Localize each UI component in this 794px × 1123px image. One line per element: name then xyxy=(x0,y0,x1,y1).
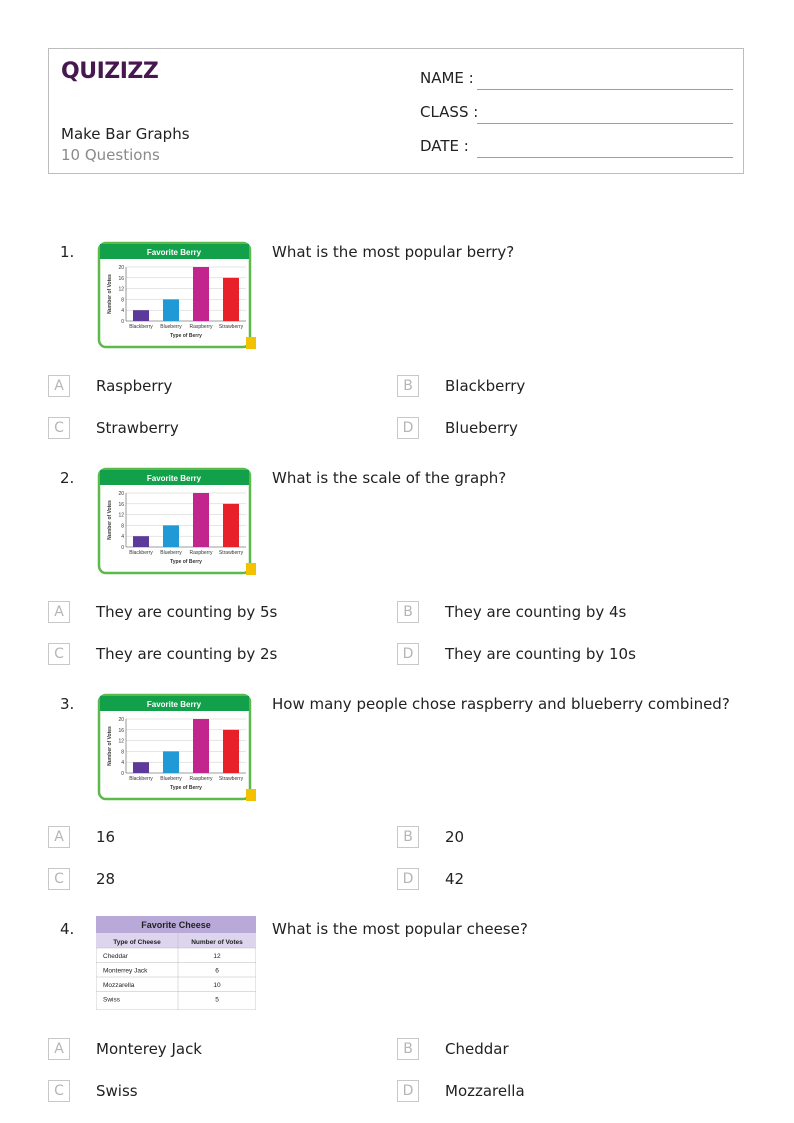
table-cell: Cheddar xyxy=(103,953,128,960)
table-title: Favorite Cheese xyxy=(141,920,211,930)
y-axis-label: Number of Votes xyxy=(107,274,113,314)
x-tick-label: Blackberry xyxy=(129,776,153,782)
option-c-letter[interactable]: C xyxy=(48,417,70,439)
y-tick-label: 0 xyxy=(121,771,124,777)
x-axis-label: Type of Berry xyxy=(170,333,202,339)
favorite-berry-chart xyxy=(96,689,256,801)
chart-title: Favorite Berry xyxy=(146,700,202,709)
option-c-letter[interactable]: C xyxy=(48,868,70,890)
y-tick-label: 16 xyxy=(118,275,124,282)
favorite-berry-chart xyxy=(96,463,256,575)
option-a-letter[interactable]: A xyxy=(48,826,70,848)
class-field[interactable] xyxy=(477,123,733,124)
option-a-text[interactable]: 16 xyxy=(96,828,116,846)
bar-blackberry xyxy=(133,536,149,547)
x-tick-label: Blackberry xyxy=(129,550,153,556)
option-b-letter[interactable]: B xyxy=(397,1038,419,1060)
option-a-letter[interactable]: A xyxy=(48,375,70,397)
bar-blueberry xyxy=(163,525,179,547)
class-label: CLASS : xyxy=(420,103,479,121)
bar-raspberry xyxy=(193,493,209,547)
option-d-text[interactable]: Mozzarella xyxy=(445,1082,525,1100)
x-tick-label: Strawberry xyxy=(218,776,244,782)
favorite-cheese-table xyxy=(96,916,256,1010)
option-b-text[interactable]: They are counting by 4s xyxy=(445,603,627,621)
date-label: DATE : xyxy=(420,137,469,155)
question-text: What is the most popular berry? xyxy=(272,243,515,261)
worksheet-header xyxy=(48,48,744,174)
bar-strawberry xyxy=(223,278,239,321)
bar-blueberry xyxy=(163,299,179,321)
option-d-letter[interactable]: D xyxy=(397,868,419,890)
name-label: NAME : xyxy=(420,69,474,87)
option-c-text[interactable]: 28 xyxy=(96,870,116,888)
table-header-cell: Type of Cheese xyxy=(113,939,161,946)
chart-title: Favorite Berry xyxy=(146,248,202,257)
bar-blueberry xyxy=(163,751,179,773)
y-tick-label: 16 xyxy=(118,501,124,508)
table-cell: 6 xyxy=(215,967,219,975)
worksheet-title: Make Bar Graphs xyxy=(61,125,190,143)
corner-decoration xyxy=(246,337,256,349)
option-a-text[interactable]: Monterey Jack xyxy=(96,1040,202,1058)
x-tick-label: Strawberry xyxy=(218,550,244,556)
option-a-text[interactable]: Raspberry xyxy=(96,377,173,395)
y-tick-label: 8 xyxy=(121,523,124,530)
option-c-text[interactable]: Strawberry xyxy=(96,419,179,437)
bar-raspberry xyxy=(193,267,209,321)
option-d-letter[interactable]: D xyxy=(397,1080,419,1102)
quizizz-logo: QUIZIZZ xyxy=(61,59,159,84)
name-field[interactable] xyxy=(477,89,733,90)
option-d-text[interactable]: Blueberry xyxy=(445,419,518,437)
option-a-text[interactable]: They are counting by 5s xyxy=(96,603,278,621)
table-header-cell: Number of Votes xyxy=(191,939,243,946)
y-axis-label: Number of Votes xyxy=(107,500,113,540)
bar-blackberry xyxy=(133,762,149,773)
option-b-letter[interactable]: B xyxy=(397,375,419,397)
option-a-letter[interactable]: A xyxy=(48,601,70,623)
option-b-text[interactable]: 20 xyxy=(445,828,465,846)
y-tick-label: 16 xyxy=(118,727,124,734)
y-tick-label: 0 xyxy=(121,545,124,551)
table-cell: Mozzarella xyxy=(103,982,135,989)
option-b-text[interactable]: Blackberry xyxy=(445,377,526,395)
option-d-text[interactable]: 42 xyxy=(445,870,465,888)
y-tick-label: 8 xyxy=(121,749,124,756)
y-tick-label: 4 xyxy=(121,760,124,767)
y-axis-label: Number of Votes xyxy=(107,726,113,766)
x-tick-label: Blueberry xyxy=(160,324,182,330)
corner-decoration xyxy=(246,563,256,575)
table-cell: 5 xyxy=(215,996,219,1004)
question-number: 1. xyxy=(60,243,75,261)
question-text: What is the most popular cheese? xyxy=(272,920,528,938)
bar-raspberry xyxy=(193,719,209,773)
option-b-letter[interactable]: B xyxy=(397,601,419,623)
y-tick-label: 12 xyxy=(118,738,124,745)
question-text: How many people chose raspberry and blueberry combined? xyxy=(272,695,730,713)
date-field[interactable] xyxy=(477,157,733,158)
y-tick-label: 4 xyxy=(121,308,124,315)
favorite-berry-chart xyxy=(96,237,256,349)
question-count: 10 Questions xyxy=(61,146,160,164)
option-d-letter[interactable]: D xyxy=(397,643,419,665)
question-number: 4. xyxy=(60,920,75,938)
option-d-text[interactable]: They are counting by 10s xyxy=(445,645,636,663)
x-tick-label: Raspberry xyxy=(189,776,213,782)
x-tick-label: Blueberry xyxy=(160,550,182,556)
corner-decoration xyxy=(246,789,256,801)
option-c-text[interactable]: They are counting by 2s xyxy=(96,645,278,663)
y-tick-label: 12 xyxy=(118,286,124,293)
y-tick-label: 20 xyxy=(118,717,124,723)
bar-strawberry xyxy=(223,730,239,773)
option-a-letter[interactable]: A xyxy=(48,1038,70,1060)
chart-title: Favorite Berry xyxy=(146,474,202,483)
y-tick-label: 0 xyxy=(121,319,124,325)
y-tick-label: 8 xyxy=(121,297,124,304)
x-tick-label: Blueberry xyxy=(160,776,182,782)
table-cell: 10 xyxy=(213,982,221,989)
bar-strawberry xyxy=(223,504,239,547)
table-cell: 12 xyxy=(213,953,221,960)
y-tick-label: 4 xyxy=(121,534,124,541)
y-tick-label: 20 xyxy=(118,491,124,497)
bar-blackberry xyxy=(133,310,149,321)
option-d-letter[interactable]: D xyxy=(397,417,419,439)
x-tick-label: Blackberry xyxy=(129,324,153,330)
y-tick-label: 12 xyxy=(118,512,124,519)
question-number: 3. xyxy=(60,695,75,713)
table-cell: Monterrey Jack xyxy=(103,967,148,975)
x-tick-label: Raspberry xyxy=(189,324,213,330)
table-cell: Swiss xyxy=(103,996,120,1004)
x-axis-label: Type of Berry xyxy=(170,559,202,565)
x-tick-label: Raspberry xyxy=(189,550,213,556)
option-c-text[interactable]: Swiss xyxy=(96,1082,138,1100)
x-tick-label: Strawberry xyxy=(218,324,244,330)
option-c-letter[interactable]: C xyxy=(48,1080,70,1102)
x-axis-label: Type of Berry xyxy=(170,785,202,791)
question-text: What is the scale of the graph? xyxy=(272,469,507,487)
option-b-letter[interactable]: B xyxy=(397,826,419,848)
option-b-text[interactable]: Cheddar xyxy=(445,1040,509,1058)
y-tick-label: 20 xyxy=(118,265,124,271)
question-number: 2. xyxy=(60,469,75,487)
option-c-letter[interactable]: C xyxy=(48,643,70,665)
